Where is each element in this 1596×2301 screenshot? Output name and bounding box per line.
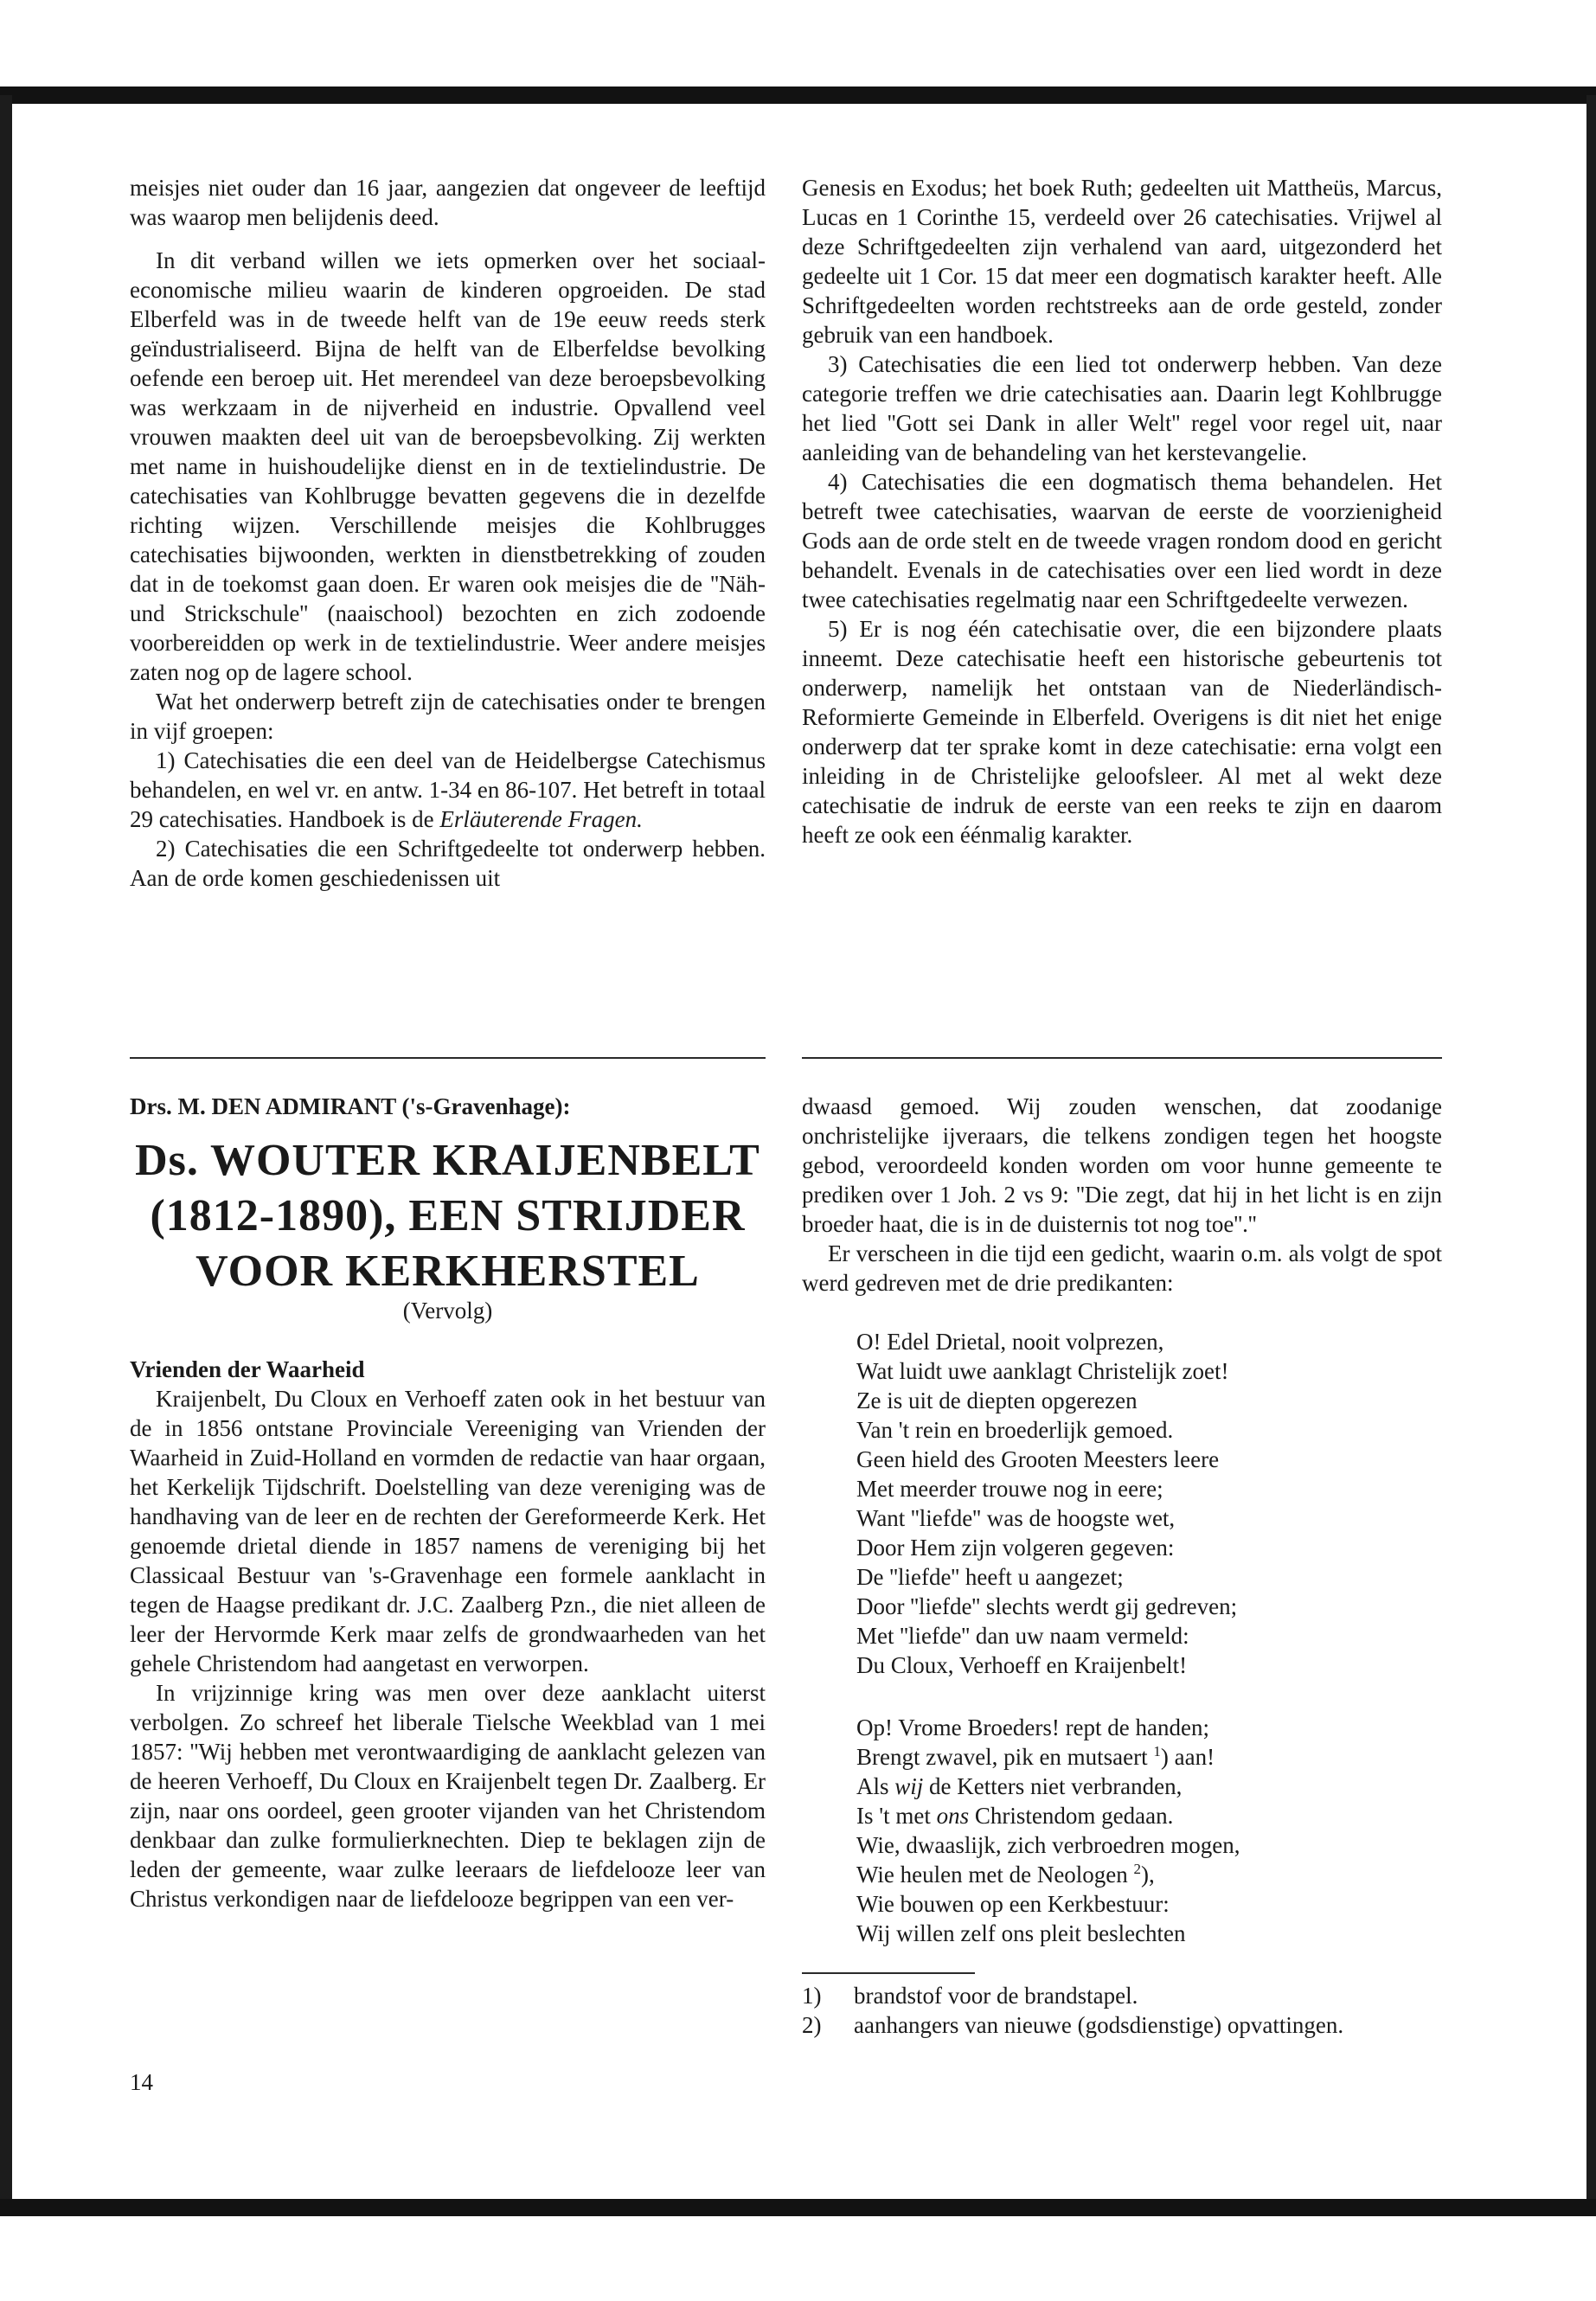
scan-border-left: [0, 95, 12, 2210]
paragraph: Genesis en Exodus; het boek Ruth; gedeelten uit Mattheüs, Marcus, Lucas en 1 Corinthe 15, verdeeld over 26 catechisaties. Vrijwel al deze Schriftgedeelten zijn verhalend van aard, uitgezonderd het gedeelte uit 1 Cor. 15 dat meer een dogmatisch karakter heeft. Alle Schriftgedeelten worden rechtstreeks aan de orde gesteld, zonder gebruik van een handboek.: [802, 175, 1442, 348]
scan-margin-bottom: [0, 2216, 1596, 2301]
poem-line: Geen hield des Grooten Meesters leere: [856, 1446, 1220, 1472]
poem-line: Door ''liefde'' slechts werdt gij gedreven;: [856, 1593, 1238, 1619]
poem-line: Wie, dwaaslijk, zich verbroedren mogen,: [856, 1832, 1240, 1858]
poem-line: Met meerder trouwe nog in eere;: [856, 1476, 1163, 1502]
article-subtitle: (Vervolg): [402, 1298, 493, 1324]
paragraph: 4) Catechisaties die een dogmatisch thema behandelen. Het betreft twee catechisaties, waarvan de eerste de voorzienigheid Gods aan de orde stelt en de tweede vragen rondom dood en gericht behandelt. Evenals in de catechisaties over een lied wordt in deze twee catechisaties regelmatig naar een Schriftgedeelte verwezen.: [802, 469, 1442, 612]
footnote: [802, 1981, 1442, 2010]
poem-line: [856, 1860, 1427, 1889]
footnote-marker: 2: [1133, 1861, 1142, 1877]
footnote: [802, 2010, 1442, 2040]
poem-line: O! Edel Drietal, nooit volprezen,: [856, 1329, 1164, 1355]
poem-text: Christendom gedaan.: [969, 1803, 1174, 1829]
paragraph: 3) Catechisaties die een lied tot onderwerp hebben. Van deze categorie treffen we drie catechisaties aan. Daarin legt Kohlbrugge het lied ''Gott sei Dank in aller Welt'' regel voor regel uit, naar aanleiding van de behandeling van het kerstevangelie.: [802, 351, 1442, 465]
footnote-number: 1): [802, 1983, 822, 2009]
poem-line: [856, 1772, 1427, 1801]
poem-line: Met ''liefde'' dan uw naam vermeld:: [856, 1623, 1189, 1649]
paragraph: [130, 746, 766, 834]
paragraph: In vrijzinnige kring was men over deze aanklacht uiterst verbolgen. Zo schreef het liberale Tielsche Weekblad van 1 mei 1857: ''Wij hebben met verontwaardiging de aanklacht gelezen van de heeren Verhoeff, Du Cloux en Kraijenbelt tegen Dr. Zaalberg. Er zijn, naar ons oordeel, geen grooter vijanden van het Christendom denkbaar dan zulke formulierknechten. Diep te beklagen zijn de leden der gemeente, waar zulke leeraars de liefdelooze leer van Christus verkondigen naar de liefdelooze begrippen van een ver-: [130, 1680, 766, 1912]
poem-text: de Ketters niet verbranden,: [923, 1773, 1183, 1799]
poem-line: Wie bouwen op een Kerkbestuur:: [856, 1891, 1170, 1917]
upper-right-column: [802, 173, 1442, 849]
paragraph: Wat het onderwerp betreft zijn de catechisaties onder te brengen in vijf groepen:: [130, 689, 766, 744]
poem-line: Du Cloux, Verhoeff en Kraijenbelt!: [856, 1652, 1188, 1678]
paragraph: 2) Catechisaties die een Schriftgedeelte tot onderwerp hebben. Aan de orde komen geschiedenissen uit: [130, 836, 766, 891]
author-byline: Drs. M. DEN ADMIRANT ('s-Gravenhage):: [130, 1093, 571, 1119]
page-number: 14: [130, 2069, 153, 2095]
paragraph: In dit verband willen we iets opmerken over het sociaal-economische milieu waarin de kinderen opgroeiden. De stad Elberfeld was in de tweede helft van de 19e eeuw reeds sterk geïndustrialiseerd. Bijna de helft van de Elberfeldse bevolking oefende een beroep uit. Het merendeel van deze beroepsbevolking was werkzaam in de nijverheid en industrie. Opvallend veel vrouwen maakten deel uit van de beroepsbevolking. Zij werkten met name in huishoudelijke dienst en in de textielindustrie. De catechisaties van Kohlbrugge bevatten gegevens die in dezelfde richting wijzen. Verschillende meisjes die Kohlbrugges catechisaties bijwoonden, werkten in dienstbetrekking of zouden dat in de toekomst gaan doen. Er waren ook meisjes die de ''Näh- und Strickschule'' (naaischool) bezochten en zich zodoende voorbereidden op werk in de textielindustrie. Weer andere meisjes zaten nog op de lagere school.: [130, 247, 766, 685]
emphasis: ons: [936, 1803, 970, 1829]
headline-line: (1812-1890), EEN STRIJDER: [150, 1191, 746, 1240]
section-divider-left: [130, 1057, 766, 1059]
poem-line: Ze is uit de diepten opgerezen: [856, 1388, 1138, 1413]
poem-line: Want ''liefde'' was de hoogste wet,: [856, 1505, 1176, 1531]
poem-line: Door Hem zijn volgeren gegeven:: [856, 1535, 1175, 1561]
poem-line: Van 't rein en broederlijk gemoed.: [856, 1417, 1174, 1443]
lower-right-column: [802, 1092, 1442, 1298]
footnotes: [802, 1981, 1442, 2040]
footnote-marker: 1: [1153, 1743, 1161, 1759]
upper-left-column: [130, 173, 766, 893]
paragraph-text: 1) Catechisaties die een deel van de Heidelbergse Catechismus behandelen, en wel vr. en antw. 1-34 en 86-107. Het betreft in totaal 29 catechisaties. Handboek is de: [130, 747, 766, 832]
headline-line: VOOR KERKHERSTEL: [195, 1247, 700, 1296]
book-title: Erläuterende Fragen.: [439, 806, 643, 832]
poem-line: [856, 1801, 1427, 1830]
footnote-number: 2): [802, 2012, 822, 2038]
poem-text: ),: [1141, 1862, 1155, 1888]
poem-stanza-2: [856, 1713, 1427, 1948]
scan-border-right: [1586, 95, 1596, 2210]
section-divider-right: [802, 1057, 1442, 1059]
article-headline: [130, 1133, 766, 1299]
scan-border-bottom: [0, 2199, 1596, 2216]
poem-text: Als: [856, 1773, 895, 1799]
footnote-text: brandstof voor de brandstapel.: [854, 1983, 1138, 2009]
poem-text: ) aan!: [1160, 1744, 1215, 1770]
paragraph: dwaasd gemoed. Wij zouden wenschen, dat zoodanige onchristelijke ijveraars, die telkens zondigen tegen het hoogste gebod, veroordeeld konden worden om voor hunne gemeente te prediken over 1 Joh. 2 vs 9: ''Die zegt, dat hij in het licht is en zijn broeder haat, die is in de duisternis tot nog toe''.'': [802, 1093, 1442, 1237]
poem-line: Op! Vrome Broeders! rept de handen;: [856, 1715, 1209, 1740]
scan-margin-top: [0, 0, 1596, 87]
poem-text: Brengt zwavel, pik en mutsaert: [856, 1744, 1154, 1770]
poem-text: Wie heulen met de Neologen: [856, 1862, 1134, 1888]
poem-line: Wat luidt uwe aanklagt Christelijk zoet!: [856, 1358, 1229, 1384]
headline-line: Ds. WOUTER KRAIJENBELT: [135, 1136, 760, 1185]
paragraph: 5) Er is nog één catechisatie over, die een bijzondere plaats inneemt. Deze catechisatie heeft een historische gebeurtenis tot onderwerp, namelijk het ontstaan van de Niederländisch-Reformierte Gemeinde in Elberfeld. Overigens is dit niet het enige onderwerp dat ter sprake komt in deze catechisatie: erna volgt een inleiding in de Christelijke geloofsleer. Al met al wekt deze catechisatie de indruk de eerste van een reeks te zijn en daarom heeft ze ook een éénmalig karakter.: [802, 616, 1442, 848]
footnote-text: aanhangers van nieuwe (godsdienstige) opvattingen.: [854, 2012, 1344, 2038]
poem-line: [856, 1742, 1427, 1772]
poem-line: De ''liefde'' heeft u aangezet;: [856, 1564, 1124, 1590]
lower-left-column: [130, 1384, 766, 1913]
section-heading: Vrienden der Waarheid: [130, 1356, 365, 1382]
paragraph: Kraijenbelt, Du Cloux en Verhoeff zaten ook in het bestuur van de in 1856 ontstane Provinciale Vereeniging van Vrienden der Waarheid in Zuid-Holland en vormden de redactie van haar orgaan, het Kerkelijk Tijdschrift. Doelstelling van deze vereniging was de handhaving van de leer en de rechten der Gereformeerde Kerk. Het genoemde drietal diende in 1857 namens de vereniging bij het Classicaal Bestuur van 's-Gravenhage een formele aanklacht in tegen de Haagse predikant dr. J.C. Zaalberg Pzn., die niet alleen de leer der Hervormde Kerk maar zelfs de grondwaarheden van het gehele Christendom had aangetast en verworpen.: [130, 1386, 766, 1676]
scan-border-top: [0, 87, 1596, 104]
poem-stanza-1: [856, 1327, 1427, 1680]
paragraph: meisjes niet ouder dan 16 jaar, aangezien dat ongeveer de leeftijd was waarop men belijdenis deed.: [130, 175, 766, 230]
paragraph: Er verscheen in die tijd een gedicht, waarin o.m. als volgt de spot werd gedreven met de drie predikanten:: [802, 1240, 1442, 1296]
poem-text: Is 't met: [856, 1803, 937, 1829]
emphasis: wij: [894, 1773, 924, 1799]
poem-line: Wij willen zelf ons pleit beslechten: [856, 1920, 1186, 1946]
footnote-divider: [802, 1972, 975, 1974]
